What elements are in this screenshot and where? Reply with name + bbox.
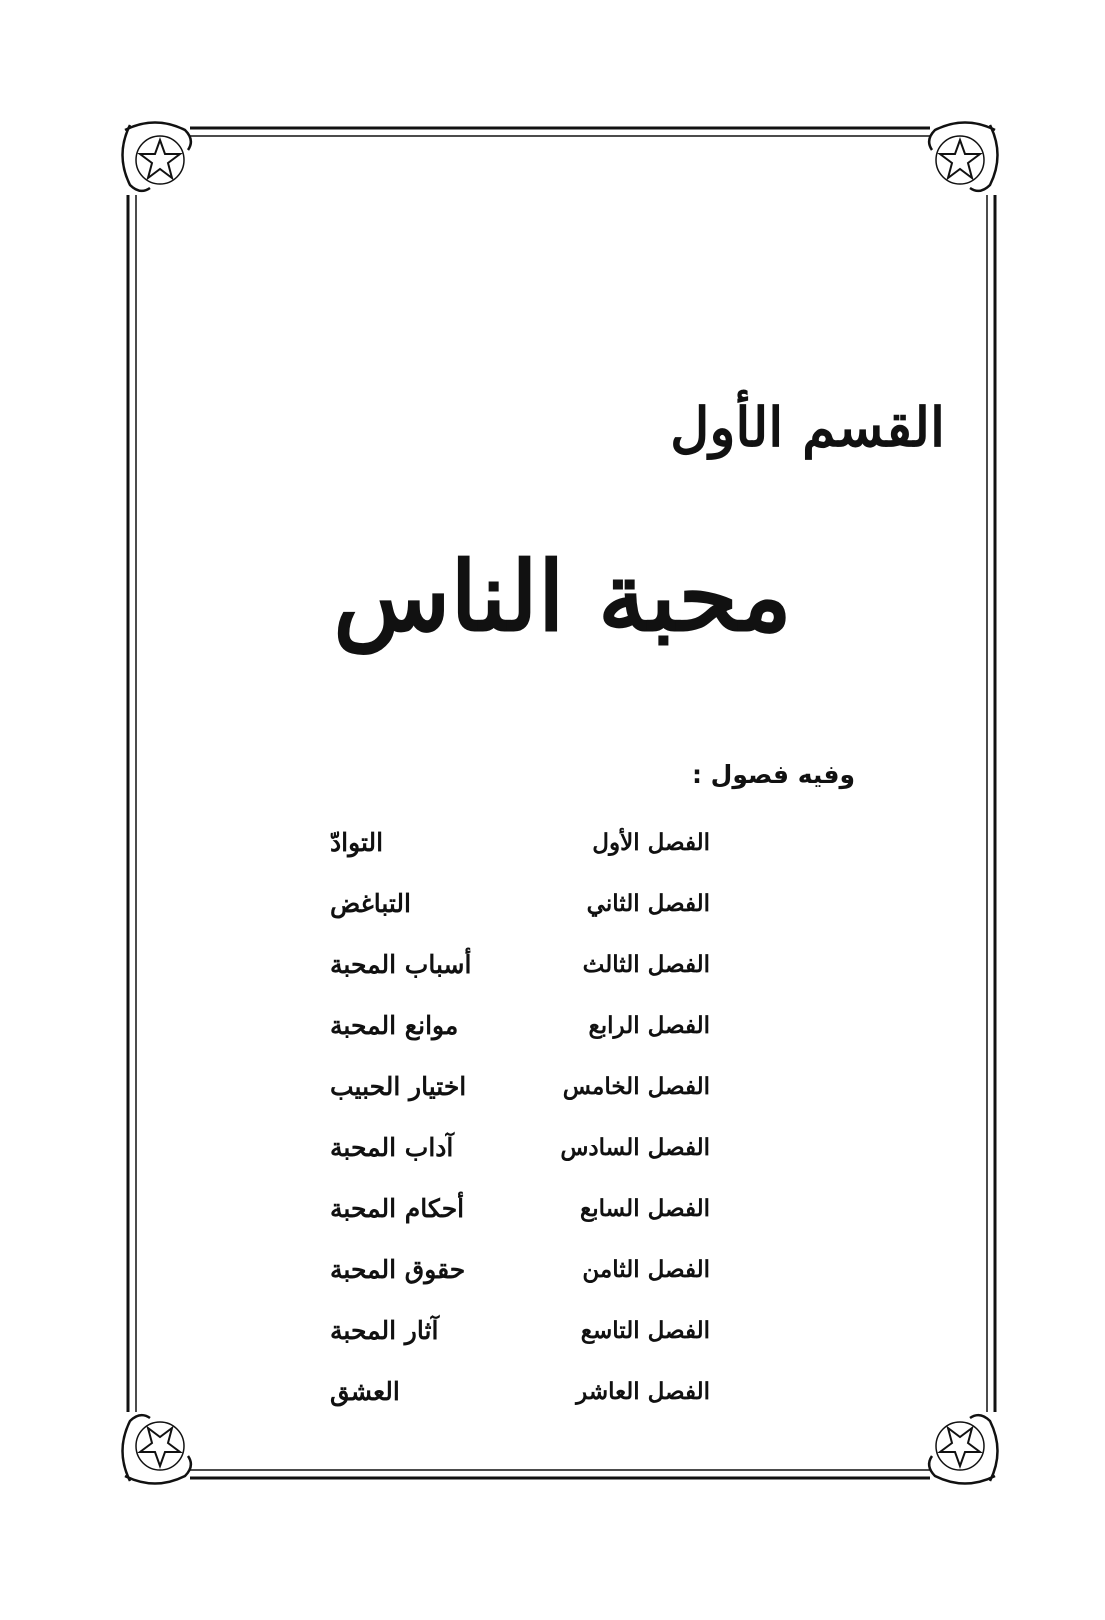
chapter-title: حقوق المحبة xyxy=(330,1255,466,1284)
section-label: القسم الأول xyxy=(670,395,945,459)
chapter-title: آثار المحبة xyxy=(330,1316,439,1345)
chapter-title: آداب المحبة xyxy=(330,1133,454,1162)
chapter-number: الفصل السابع xyxy=(580,1195,710,1222)
chapter-row xyxy=(330,1178,710,1239)
corner-ornament-bottom-right xyxy=(929,1415,997,1483)
chapter-number: الفصل الثاني xyxy=(586,890,710,917)
chapter-number: الفصل الخامس xyxy=(562,1073,710,1100)
chapter-row xyxy=(330,995,710,1056)
chapter-number: الفصل التاسع xyxy=(580,1317,710,1344)
corner-ornament-bottom-left xyxy=(123,1415,191,1483)
chapter-number: الفصل الثامن xyxy=(582,1256,710,1283)
chapter-row xyxy=(330,812,710,873)
chapter-title: أسباب المحبة xyxy=(330,950,472,979)
chapter-title: العشق xyxy=(330,1377,400,1406)
chapters-intro: وفيه فصول : xyxy=(691,760,855,789)
chapter-row xyxy=(330,1056,710,1117)
chapter-number: الفصل الرابع xyxy=(588,1012,710,1039)
chapter-title: موانع المحبة xyxy=(330,1011,459,1040)
chapter-row xyxy=(330,873,710,934)
chapter-title: أحكام المحبة xyxy=(330,1194,465,1223)
chapter-number: الفصل العاشر xyxy=(576,1378,710,1405)
chapter-title: اختيار الحبيب xyxy=(330,1072,467,1101)
chapter-row xyxy=(330,1300,710,1361)
chapter-row xyxy=(330,1361,710,1422)
chapter-title: التباغض xyxy=(330,889,411,918)
chapter-title: التوادّ xyxy=(330,828,384,857)
chapter-list xyxy=(330,812,710,1422)
chapter-number: الفصل الأول xyxy=(592,829,710,856)
page-title: محبة الناس xyxy=(333,540,792,653)
chapter-row xyxy=(330,1239,710,1300)
chapter-row xyxy=(330,934,710,995)
corner-ornament-top-right xyxy=(929,123,997,191)
corner-ornament-top-left xyxy=(123,123,191,191)
chapter-row xyxy=(330,1117,710,1178)
chapter-number: الفصل السادس xyxy=(560,1134,710,1161)
chapter-number: الفصل الثالث xyxy=(582,951,710,978)
